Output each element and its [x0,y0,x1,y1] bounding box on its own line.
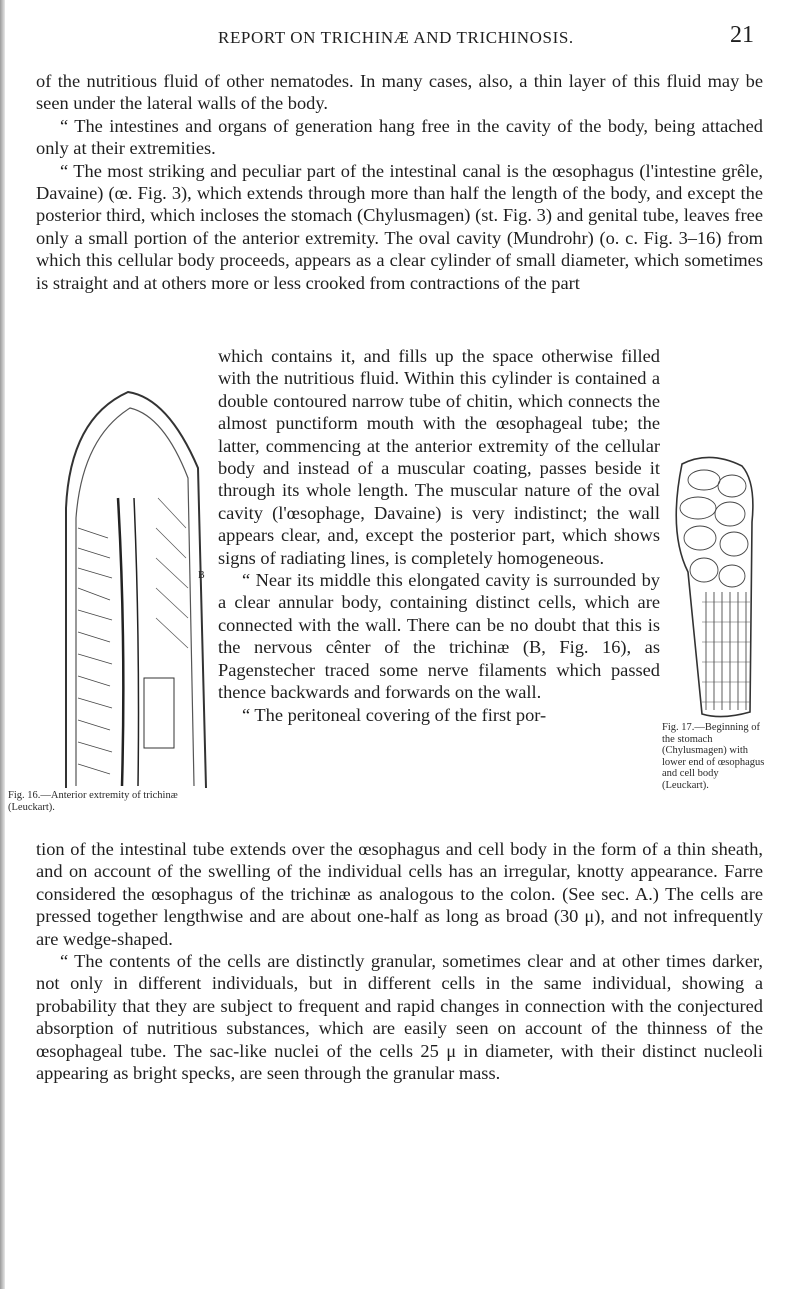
body-text-top [36,70,763,294]
body-text-middle [218,345,660,726]
paragraph-1: of the nutritious fluid of other nematodes. In many cases, also, a thin layer of this fluid may be seen under the lateral walls of the body. [36,71,763,114]
page-binding-edge [0,0,5,1289]
figure-17 [660,452,762,720]
paragraph-6: “ The peritoneal covering of the first por- [242,704,547,725]
running-head: REPORT ON TRICHINÆ AND TRICHINOSIS. [218,28,574,47]
page-number: 21 [730,22,754,48]
body-text-bottom [36,838,763,1084]
figure-16 [48,378,218,790]
figure-17-caption: Fig. 17.—Beginning of the stomach (Chylusmagen) with lower end of œsophagus and cell body (Leuckart). [662,722,765,791]
paragraph-4: which contains it, and fills up the space otherwise filled with the nutritious fluid. Within this cylinder is contained a double contoured narrow tube of chitin, which connects the almost punctiform mouth with the œsophageal tube; the latter, commencing at the anterior extremity of the cellular body and instead of a muscular coating, passes beside it through its whole length. The muscular nature of the oval cavity (l'œsophage, Davaine) is very indistinct; the wall appears clear, and, except the posterior part, which shows signs of radiating lines, is completely homogeneous. [218,346,660,568]
paragraph-8: “ The contents of the cells are distinctly granular, sometimes clear and at other times darker, not only in different individuals, but in different cells in the same individual, showing a probability that they are subject to frequent and rapid changes in connection with the conjectured absorption of nutritious substances, which are easily seen on account of the thinness of the œsophageal tube. The sac-like nuclei of the cells 25 μ in diameter, with their distinct nucleoli appearing as bright specks, are seen through the granular mass. [36,951,763,1084]
trichina-anterior-illustration [48,378,218,790]
paragraph-5: “ Near its middle this elongated cavity is surrounded by a clear annular body, containing distinct cells, which are connected with the wall. There can be no doubt that this is the nervous cênter of the trichinæ (B, Fig. 16), as Pagenstecher traced some nerve filaments which passed thence backwards and forwards on the wall. [218,570,660,703]
paragraph-2: “ The intestines and organs of generation hang free in the cavity of the body, being attached only at their extremities. [36,115,763,159]
paragraph-3: “ The most striking and peculiar part of the intestinal canal is the œsophagus (l'intestine grêle, Davaine) (œ. Fig. 3), which extends through more than half the length of the body, and except the posterior third, which incloses the stomach (Chylusmagen) (st. Fig. 3) and genital tube, leaves free only a small portion of the anterior extremity. The oval cavity (Mundrohr) (o. c. Fig. 3–16) from which this cellular body proceeds, appears as a clear cylinder of small diameter, which sometimes is straight and at others more or less crooked from contractions of the part [36,160,763,293]
trichina-stomach-illustration [660,452,762,720]
paragraph-7: tion of the intestinal tube extends over the œsophagus and cell body in the form of a thin sheath, and on account of the swelling of the individual cells has an irregular, knotty appearance. Farre considered the œsophagus of the trichinæ as analogous to the colon. (See sec. A.) The cells are pressed together lengthwise and are about one-half as long as broad (30 μ), and not infrequently are wedge-shaped. [36,839,763,949]
page-header [0,22,800,52]
figure-16-caption: Fig. 16.—Anterior extremity of trichinæ (Leuckart). [8,790,178,813]
figure-16-label-b: B [198,570,205,581]
